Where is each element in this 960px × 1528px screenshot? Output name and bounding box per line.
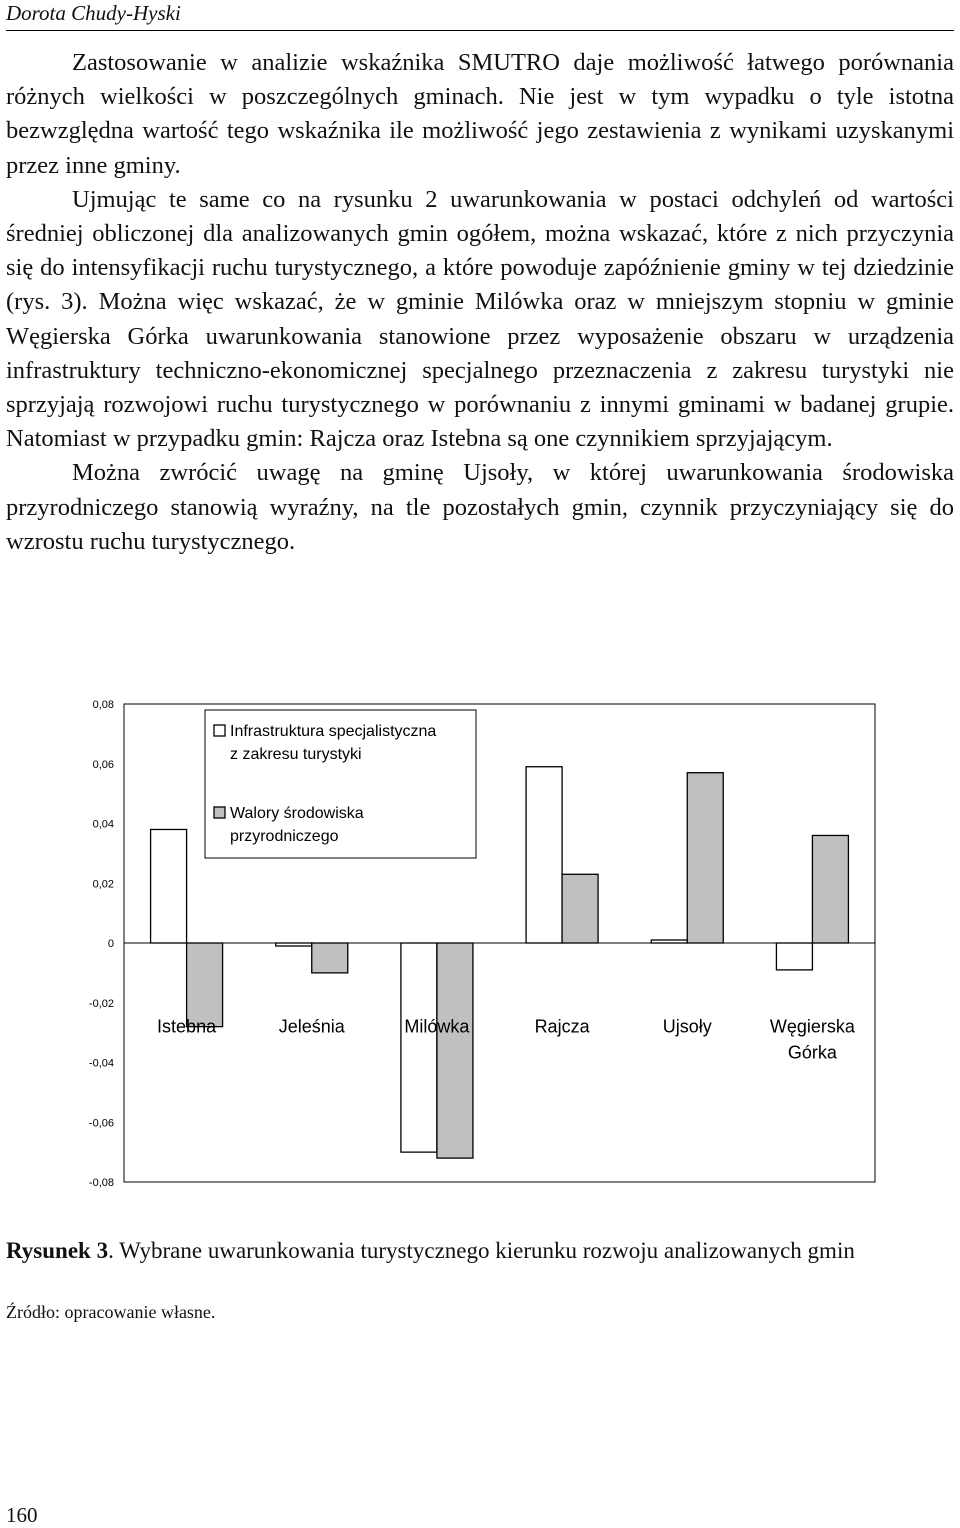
- category-label: Milówka: [404, 1016, 470, 1037]
- running-header: [6, 0, 954, 31]
- y-tick-label: 0: [107, 938, 114, 950]
- bar-environment: [187, 943, 223, 1027]
- y-tick-label: 0,06: [92, 758, 114, 771]
- bar-environment: [437, 943, 473, 1158]
- category-label: Węgierska: [769, 1016, 855, 1037]
- bar-infrastructure: [776, 943, 812, 970]
- y-tick-label: -0,08: [88, 1177, 114, 1189]
- category-label: Rajcza: [534, 1016, 590, 1037]
- category-label: Ujsoły: [662, 1016, 712, 1037]
- y-tick-label: -0,02: [88, 997, 114, 1010]
- category-label: Istebna: [157, 1016, 217, 1037]
- paragraph-2: Ujmując te same co na rysunku 2 uwarunkowania w postaci odchyleń od wartości średniej obliczonej dla analizowanych gmin ogółem, można wskazać, które z nich przyczynia się do intensyfikacji ruchu turystycznego, a które powoduje zapóźnienie gminy w tej dziedzinie (rys. 3). Można więc wskazać, że w gminie Milówka oraz w mniejszym stopniu w gminie Węgierska Górka uwarunkowania stanowione przez wyposażenie obszaru w urządzenia infrastruktury techniczno-ekonomicznej specjalnego przeznaczenia z zakresu turystyki nie sprzyjają rozwojowi ruchu turystycznego w porównaniu z innymi gminami w badanej grupie. Natomiast w przypadku gmin: Rajcza oraz Istebna są one czynnikiem sprzyjającym.: [6, 185, 954, 453]
- figure-3-chart: [0, 690, 960, 1210]
- bar-environment: [812, 835, 848, 943]
- figure-source: Źródło: opracowanie własne.: [6, 1302, 216, 1322]
- bar-environment: [312, 943, 348, 973]
- legend-label: z zakresu turystyki: [230, 746, 362, 763]
- paragraph-3: Można zwrócić uwagę na gminę Ujsoły, w której uwarunkowania środowiska przyrodniczego stanowią wyraźny, na tle pozostałych gmin, czynnik przyczyniający się do wzrostu ruchu turystycznego.: [6, 459, 954, 555]
- body-text: [6, 46, 954, 559]
- y-tick-label: 0,02: [92, 878, 114, 891]
- legend-swatch: [214, 725, 225, 736]
- page-number: 160: [6, 1503, 38, 1527]
- category-label: Górka: [787, 1042, 837, 1063]
- figure-caption: [6, 1236, 960, 1266]
- y-tick-label: -0,06: [88, 1117, 114, 1130]
- legend-label: Walory środowiska: [230, 805, 364, 822]
- legend-label: Infrastruktura specjalistyczna: [230, 723, 437, 740]
- bar-infrastructure: [526, 767, 562, 943]
- y-tick-label: 0,08: [92, 699, 114, 711]
- y-tick-label: 0,04: [92, 818, 114, 831]
- header-author: Dorota Chudy-Hyski: [6, 1, 181, 25]
- bar-infrastructure: [151, 829, 187, 943]
- y-tick-label: -0,04: [88, 1057, 114, 1070]
- bar-environment: [562, 874, 598, 943]
- caption-text: . Wybrane uwarunkowania turystycznego kierunku rozwoju analizowanych gmin: [108, 1238, 855, 1263]
- bar-infrastructure: [401, 943, 437, 1152]
- paragraph-1: Zastosowanie w analizie wskaźnika SMUTRO daje możliwość łatwego porównania różnych wielkości w poszczególnych gminach. Nie jest w tym wypadku o tyle istotna bezwzględna wartość tego wskaźnika ile możliwość jego zestawienia z wynikami uzyskanymi przez inne gminy.: [6, 49, 954, 179]
- legend-label: przyrodniczego: [230, 828, 339, 845]
- caption-label: Rysunek 3: [6, 1238, 109, 1263]
- category-label: Jeleśnia: [278, 1016, 345, 1037]
- bar-environment: [687, 773, 723, 943]
- legend-swatch: [214, 807, 225, 818]
